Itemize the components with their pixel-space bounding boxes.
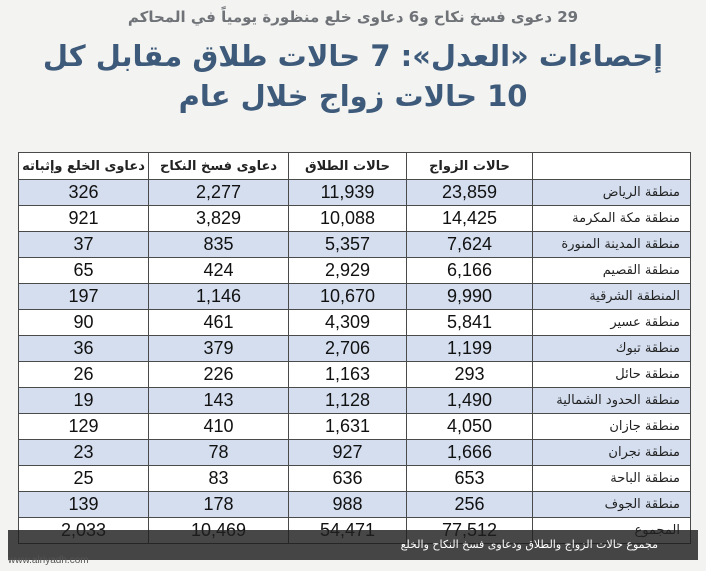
- watermark: www.alriyadh.com: [8, 555, 89, 566]
- cell-marriages: 1,490: [407, 388, 533, 414]
- cell-divorces: 988: [289, 492, 407, 518]
- cell-khula: 26: [19, 362, 149, 388]
- cell-region: منطقة جازان: [533, 414, 691, 440]
- cell-region: منطقة المدينة المنورة: [533, 232, 691, 258]
- cell-marriages: 6,166: [407, 258, 533, 284]
- cell-khula: 37: [19, 232, 149, 258]
- cell-marriages: 4,050: [407, 414, 533, 440]
- statistics-table: [18, 152, 691, 544]
- cell-khula: 197: [19, 284, 149, 310]
- cell-divorces: 927: [289, 440, 407, 466]
- cell-region: منطقة الباحة: [533, 466, 691, 492]
- cell-region: منطقة حائل: [533, 362, 691, 388]
- cell-khula: 23: [19, 440, 149, 466]
- cell-divorces: 1,163: [289, 362, 407, 388]
- cell-khula: 326: [19, 180, 149, 206]
- cell-annulments: 461: [149, 310, 289, 336]
- cell-marriages: 23,859: [407, 180, 533, 206]
- cell-annulments: 178: [149, 492, 289, 518]
- cell-marriages: 7,624: [407, 232, 533, 258]
- cell-marriages: 14,425: [407, 206, 533, 232]
- image-caption: مجموع حالات الزواج والطلاق ودعاوى فسخ النكاح والخلع: [8, 530, 698, 560]
- table-row: [19, 258, 691, 284]
- cell-khula: 129: [19, 414, 149, 440]
- table-row: [19, 388, 691, 414]
- cell-khula: 25: [19, 466, 149, 492]
- cell-khula: 139: [19, 492, 149, 518]
- cell-marriages: 9,990: [407, 284, 533, 310]
- table-row: [19, 492, 691, 518]
- cell-region: منطقة نجران: [533, 440, 691, 466]
- cell-annulments: 835: [149, 232, 289, 258]
- cell-khula: 19: [19, 388, 149, 414]
- cell-marriages: 5,841: [407, 310, 533, 336]
- cell-marriages: 653: [407, 466, 533, 492]
- cell-annulments: 3,829: [149, 206, 289, 232]
- column-header: دعاوى فسخ النكاح: [149, 153, 289, 180]
- cell-divorces: 2,706: [289, 336, 407, 362]
- cell-annulments: 424: [149, 258, 289, 284]
- cell-divorces: 10,088: [289, 206, 407, 232]
- cell-divorces: 10,670: [289, 284, 407, 310]
- cell-annulments: 83: [149, 466, 289, 492]
- table-row: [19, 232, 691, 258]
- cell-annulments: 2,277: [149, 180, 289, 206]
- cell-region: منطقة عسير: [533, 310, 691, 336]
- cell-divorces: 2,929: [289, 258, 407, 284]
- cell-divorces: 1,128: [289, 388, 407, 414]
- table-body: [19, 180, 691, 544]
- table-row: [19, 310, 691, 336]
- cell-khula: 65: [19, 258, 149, 284]
- column-header: [533, 153, 691, 180]
- cell-region: منطقة الحدود الشمالية: [533, 388, 691, 414]
- table-row: [19, 362, 691, 388]
- table-row: [19, 284, 691, 310]
- table-row: [19, 180, 691, 206]
- table-header-row: [19, 153, 691, 180]
- column-header: حالات الزواج: [407, 153, 533, 180]
- cell-khula: 90: [19, 310, 149, 336]
- table-row: [19, 440, 691, 466]
- cell-khula: 921: [19, 206, 149, 232]
- cell-annulments: 226: [149, 362, 289, 388]
- cell-marriages: 1,666: [407, 440, 533, 466]
- cell-annulments: 143: [149, 388, 289, 414]
- cell-region: منطقة الجوف: [533, 492, 691, 518]
- statistics-table-container: [18, 152, 690, 544]
- cell-khula: 36: [19, 336, 149, 362]
- cell-marriages: 293: [407, 362, 533, 388]
- cell-annulments: 410: [149, 414, 289, 440]
- column-header: حالات الطلاق: [289, 153, 407, 180]
- cell-divorces: 1,631: [289, 414, 407, 440]
- cell-divorces: 636: [289, 466, 407, 492]
- cell-divorces: 4,309: [289, 310, 407, 336]
- cell-region: المنطقة الشرقية: [533, 284, 691, 310]
- cell-region: منطقة تبوك: [533, 336, 691, 362]
- table-row: [19, 206, 691, 232]
- column-header: دعاوى الخلع وإثباته: [19, 153, 149, 180]
- cell-region: منطقة القصيم: [533, 258, 691, 284]
- cell-region: منطقة مكة المكرمة: [533, 206, 691, 232]
- table-row: [19, 336, 691, 362]
- cell-annulments: 379: [149, 336, 289, 362]
- cell-annulments: 1,146: [149, 284, 289, 310]
- cell-marriages: 1,199: [407, 336, 533, 362]
- cell-region: منطقة الرياض: [533, 180, 691, 206]
- cell-divorces: 5,357: [289, 232, 407, 258]
- table-row: [19, 414, 691, 440]
- cell-marriages: 256: [407, 492, 533, 518]
- subtitle: 29 دعوى فسخ نكاح و6 دعاوى خلع منظورة يومياً في المحاكم: [127, 8, 579, 26]
- cell-annulments: 78: [149, 440, 289, 466]
- cell-divorces: 11,939: [289, 180, 407, 206]
- table-row: [19, 466, 691, 492]
- headline: إحصاءات «العدل»: 7 حالات طلاق مقابل كل 10 حالات زواج خلال عام: [42, 39, 664, 113]
